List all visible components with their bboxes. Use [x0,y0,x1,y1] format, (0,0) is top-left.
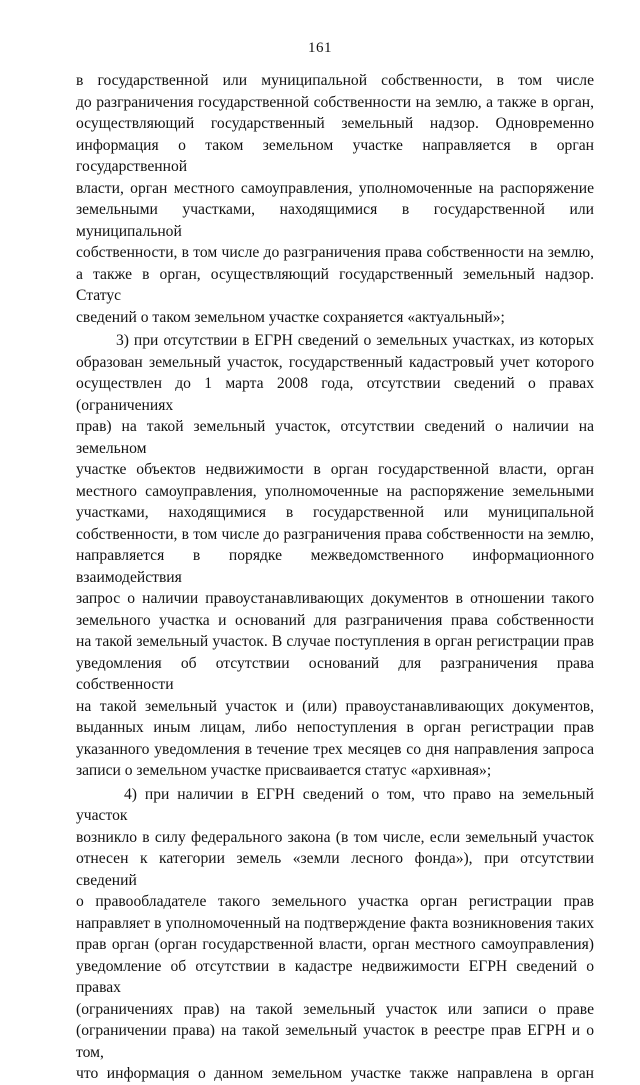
text-line: прав) на такой земельный участок, отсутствии сведений о наличии на земельном [76,418,594,457]
text-line: записи о земельном участке присваивается статус «архивная»; [76,762,492,779]
text-line: прав орган (орган государственной власти, орган местного самоуправления) [76,936,594,953]
text-line: запрос о наличии правоустанавливающих документов в отношении такого [76,590,594,607]
text-line: указанного уведомления в течение трех месяцев со дня направления запроса [76,740,594,758]
text-line: осуществляющий государственный земельный надзор. Одновременно [76,115,594,132]
text-line: сведений о таком земельном участке сохраняется «актуальный»; [76,308,505,326]
text-line: возникло в силу федерального закона (в том числе, если земельный участок [76,828,594,846]
text-line: власти, орган местного самоуправления, уполномоченные на распоряжение [76,179,594,197]
text-line: земельными участками, находящимися в государственной или муниципальной [76,201,594,240]
text-line: отнесен к категории земель «земли лесного фонда»), при отсутствии сведений [76,850,594,889]
text-line: 4) при наличии в ЕГРН сведений о том, что право на земельный участок [76,785,594,824]
text-line: информация о таком земельном участке направляется в орган государственной [76,136,594,175]
text-line: в государственной или муниципальной собственности, в том числе [76,72,594,89]
text-line: уведомления об отсутствии оснований для разграничения права собственности [76,654,594,693]
text-line: участками, находящимися в государственной или муниципальной [76,504,594,521]
page-number: 161 [308,40,332,56]
text-line: а также в орган, осуществляющий государственный земельный надзор. Статус [76,265,594,304]
text-line: на такой земельный участок и (или) правоустанавливающих документов, [76,697,594,715]
document-body [76,70,594,1085]
text-line: направляет в уполномоченный на подтверждение факта возникновения таких [76,914,594,932]
text-line: участке объектов недвижимости в орган государственной власти, орган [76,461,594,478]
text-line: что информация о данном земельном участке также направлена в орган [76,1065,594,1082]
text-line: земельного участка и оснований для разграничения права собственности [76,611,594,629]
text-line: до разграничения государственной собственности на землю, а также в орган, [76,93,594,111]
text-line: о правообладателе такого земельного участка орган регистрации прав [76,893,594,910]
text-line: собственности, в том числе до разграничения права собственности на землю, [76,244,594,261]
text-line: на такой земельный участок. В случае поступления в орган регистрации прав [76,633,594,650]
text-line: собственности, в том числе до разграничения права собственности на землю, [76,525,594,543]
text-line: (ограничении права) на такой земельный участок в реестре прав ЕГРН и о том, [76,1022,594,1061]
text-line: выданных иным лицам, либо непоступления в орган регистрации прав [76,719,594,736]
text-line: 3) при отсутствии в ЕГРН сведений о земельных участках, из которых [116,332,594,349]
text-line: уведомление об отсутствии в кадастре недвижимости ЕГРН сведений о правах [76,957,594,996]
text-line: (ограничениях прав) на такой земельный участок или записи о праве [76,1000,594,1018]
text-line: образован земельный участок, государственный кадастровый учет которого [76,353,594,371]
text-line: местного самоуправления, уполномоченные на распоряжение земельными [76,482,594,500]
text-line: направляется в порядке межведомственного информационного взаимодействия [76,547,594,586]
text-line: осуществлен до 1 марта 2008 года, отсутствии сведений о правах (ограничениях [76,375,594,414]
